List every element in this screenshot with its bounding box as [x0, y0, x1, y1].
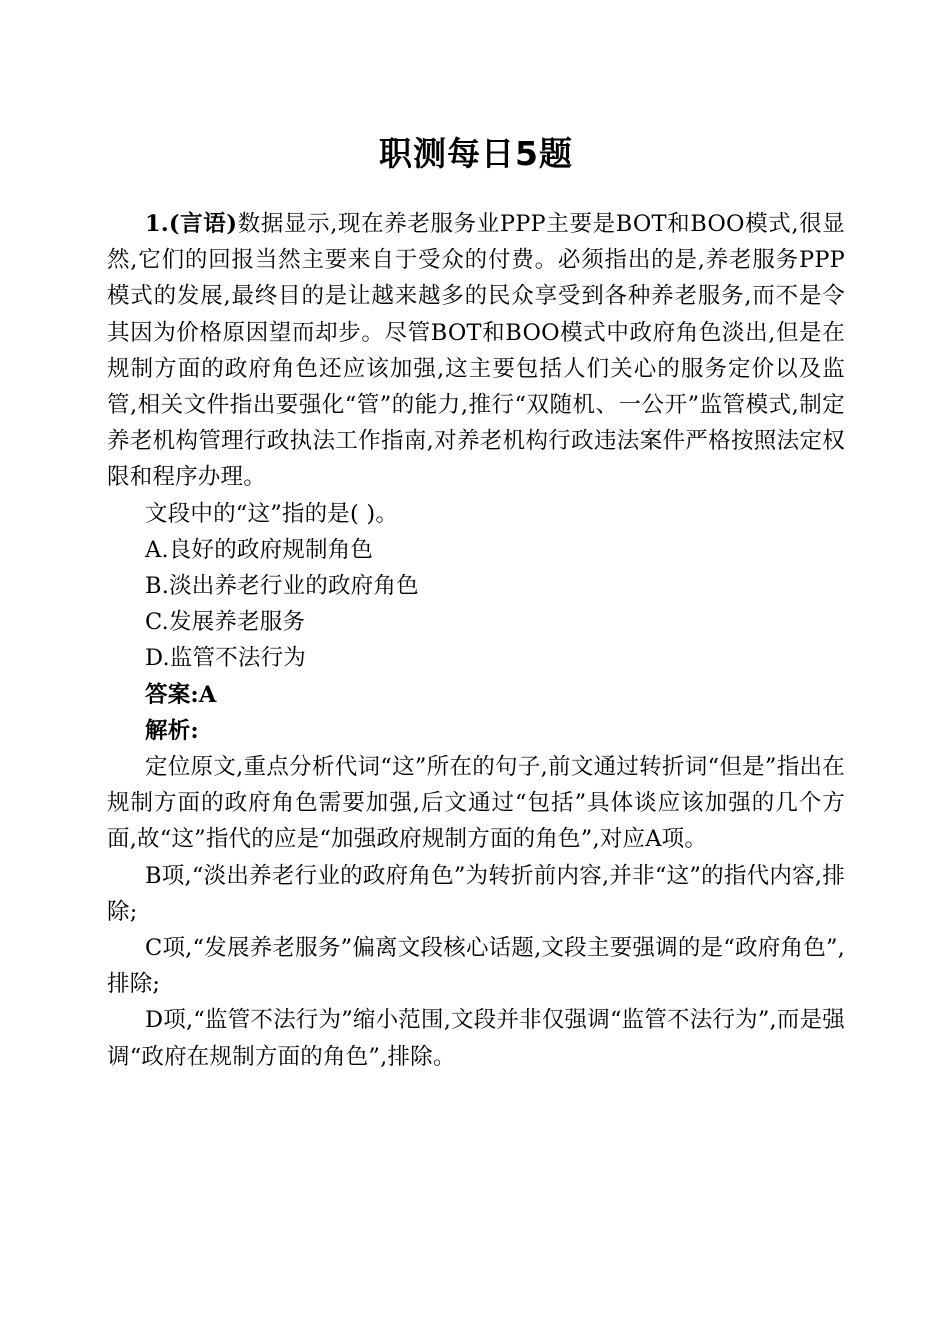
page-title: 职测每日5题	[379, 134, 573, 173]
question-number: 1.	[145, 211, 169, 237]
option-a: A.良好的政府规制角色	[145, 536, 374, 563]
option-c: C.发展养老服务	[145, 609, 306, 636]
document-page	[107, 128, 845, 1075]
passage-text: 数据显示,现在养老服务业PPP主要是BOT和BOO模式,很显然,它们的回报当然主要来自于受众的付费。必须指出的是,养老服务PPP模式的发展,最终目的是让越来越多的民众享受到各种养老服务,而不是令其因为价格原因望而却步。尽管BOT和BOO模式中政府角色淡出,但是在规制方面的政府角色还应该加强,这主要包括人们关心的服务定价以及监管,相关文件指出要强化“管”的能力,推行“双随机、一公开”监管模式,制定养老机构管理行政执法工作指南,对养老机构行政违法案件严格按照法定权限和程序办理。	[107, 211, 845, 491]
question-tag: (言语)	[168, 211, 238, 237]
option-d: D.监管不法行为	[145, 645, 306, 672]
option-b: B.淡出养老行业的政府角色	[145, 573, 419, 600]
analysis-paragraph: B项,“淡出养老行业的政府角色”为转折前内容,并非“这”的指代内容,排除;	[107, 862, 845, 925]
analysis-paragraph: C项,“发展养老服务”偏离文段核心话题,文段主要强调的是“政府角色”,排除;	[107, 935, 845, 998]
analysis-paragraph: 定位原文,重点分析代词“这”所在的句子,前文通过转折词“但是”指出在规制方面的政府角色需要加强,后文通过“包括”具体谈应该加强的几个方面,故“这”指代的应是“加强政府规制方面的角色”,对应A项。	[107, 754, 845, 853]
analysis-paragraph: D项,“监管不法行为”缩小范围,文段并非仅强调“监管不法行为”,而是强调“政府在规制方面的角色”,排除。	[107, 1007, 846, 1070]
question-passage	[107, 206, 845, 496]
answer: 答案:A	[145, 681, 217, 708]
question-stem: 文段中的“这”指的是( )。	[145, 500, 399, 527]
analysis-label: 解析:	[145, 717, 199, 744]
